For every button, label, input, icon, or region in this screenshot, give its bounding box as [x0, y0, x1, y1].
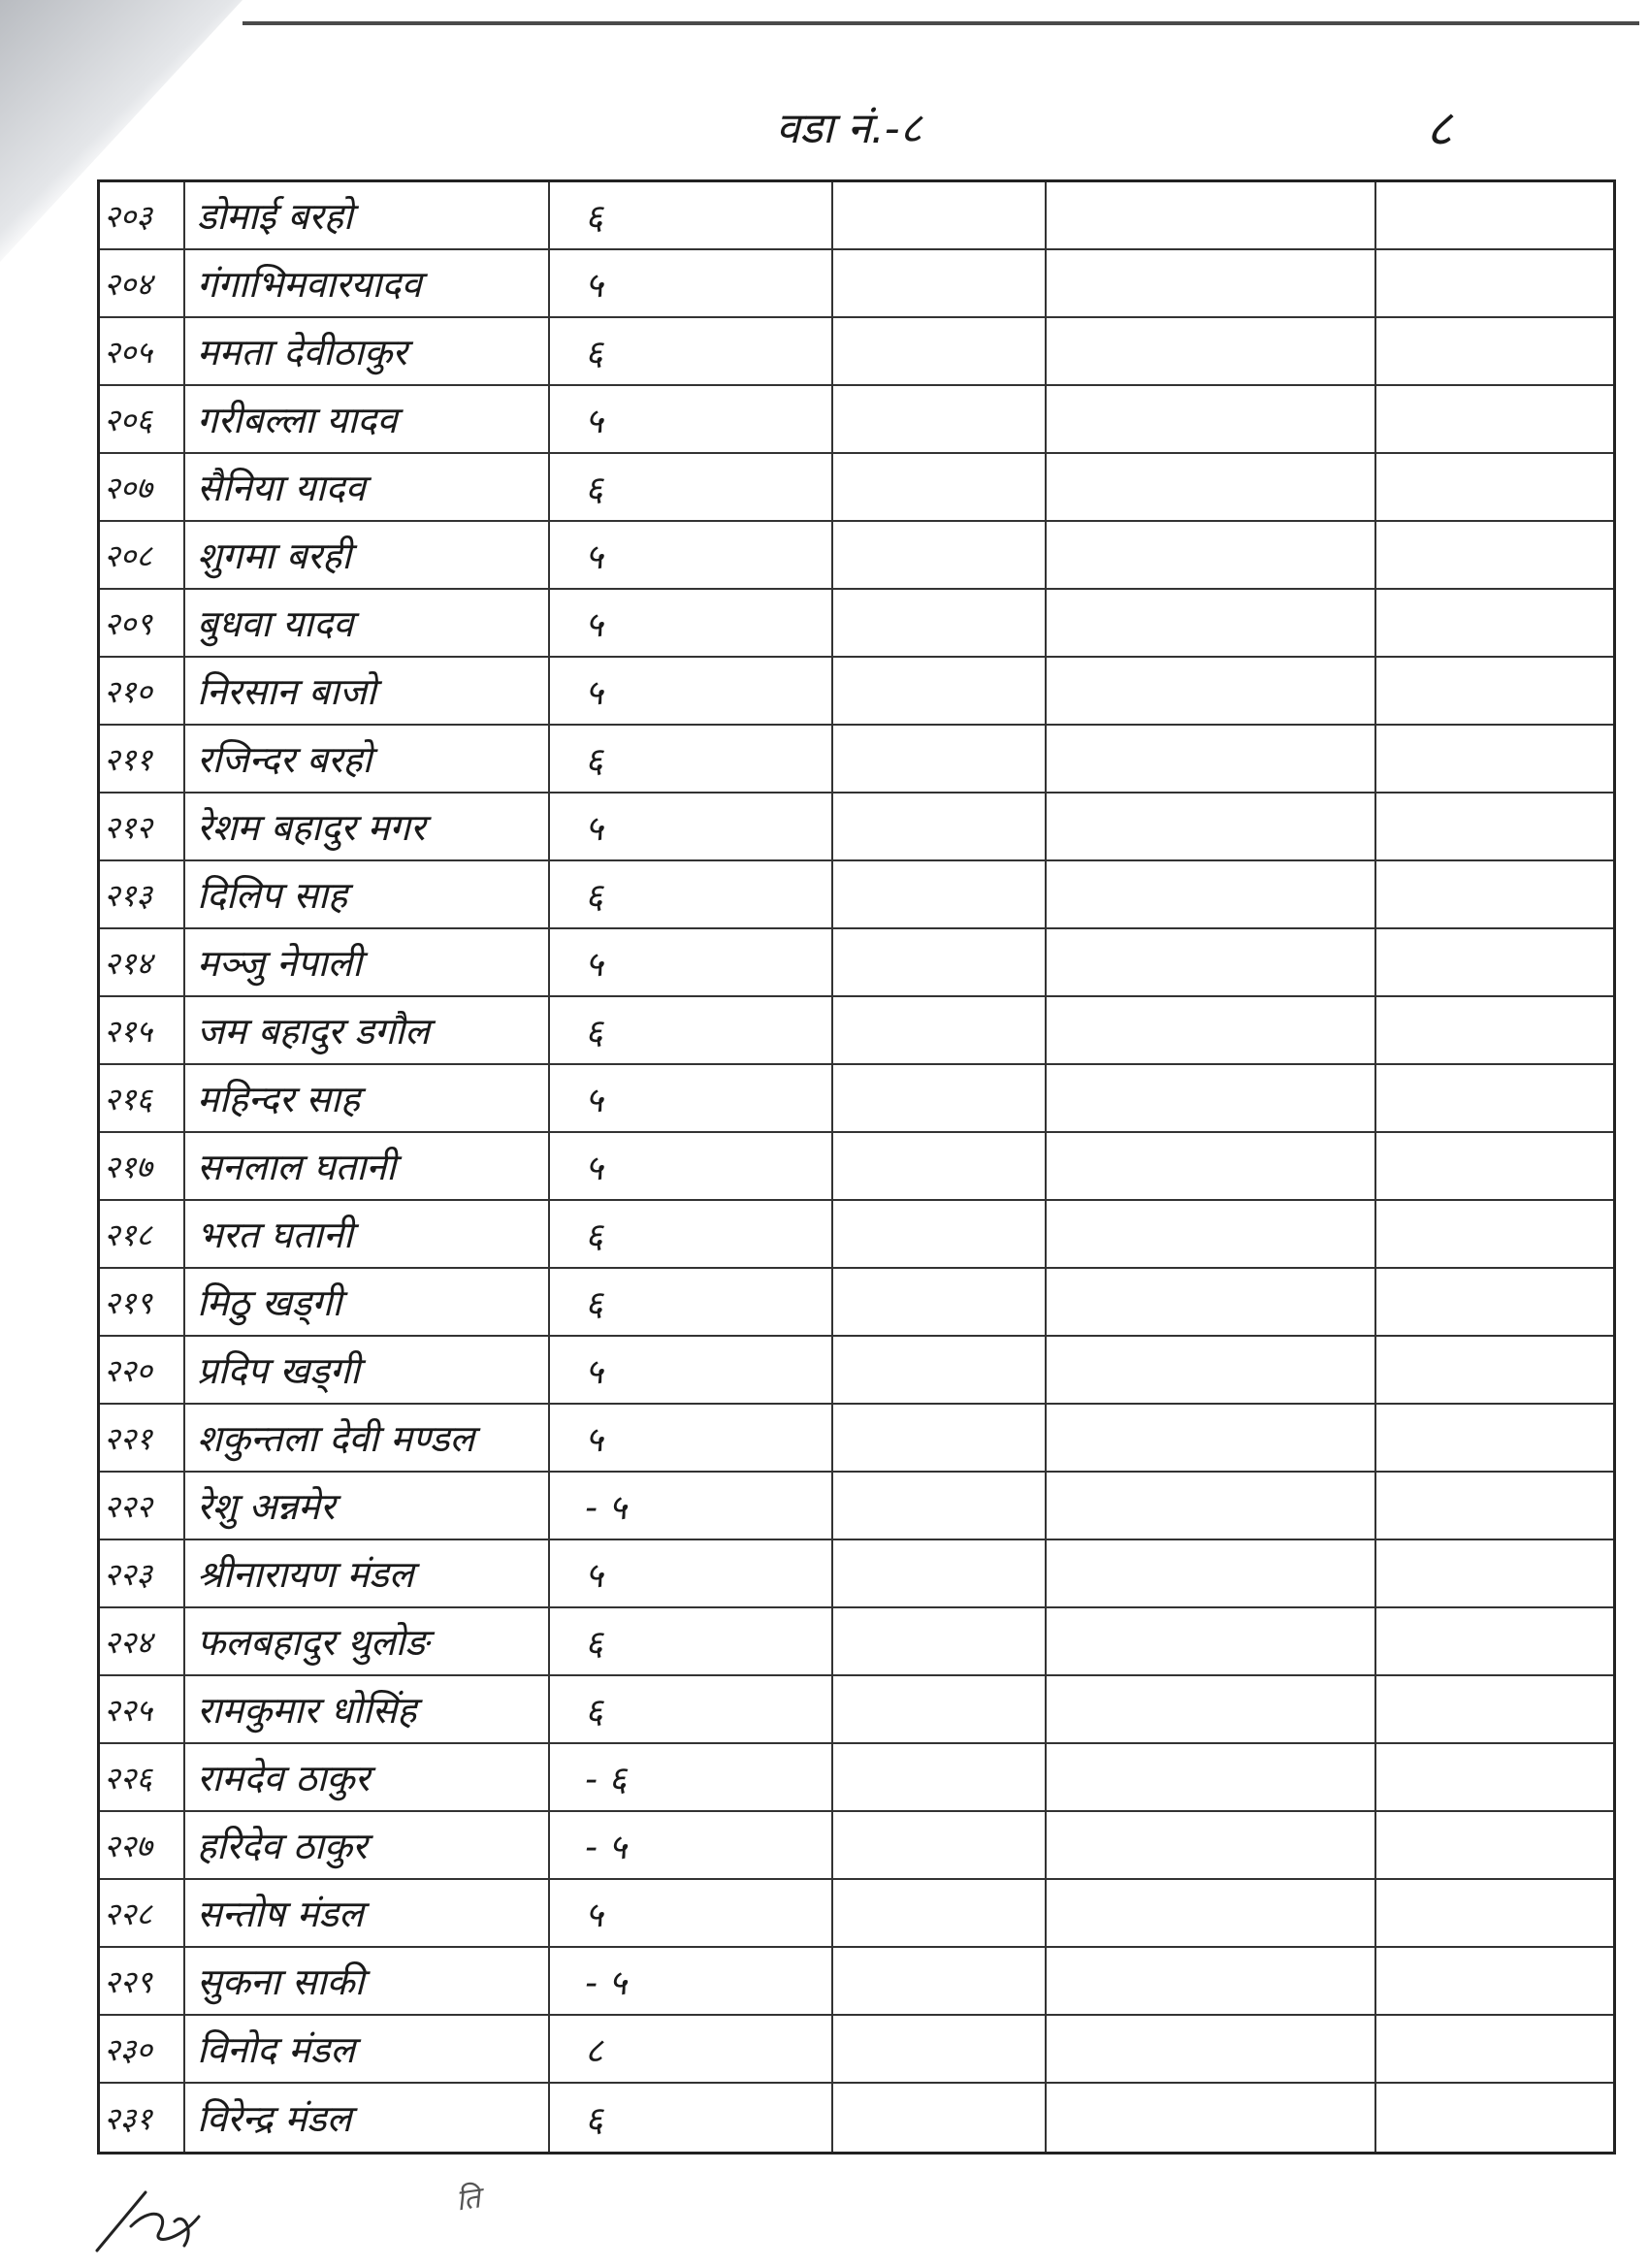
mark-cell: ६ — [550, 2084, 833, 2152]
empty-cell — [833, 1608, 1047, 1674]
serial-number-cell: २०३ — [100, 182, 185, 248]
serial-number-cell: २०९ — [100, 590, 185, 656]
empty-cell — [1047, 929, 1376, 995]
ward-number-heading: वडा नं.-८ — [776, 104, 922, 153]
name-cell: जम बहादुर डगौल — [185, 997, 550, 1063]
mark-cell: ८ — [550, 2016, 833, 2082]
table-row — [100, 1948, 1613, 2016]
empty-cell — [1376, 726, 1613, 792]
empty-cell — [1047, 1880, 1376, 1946]
serial-number-cell: २१८ — [100, 1201, 185, 1267]
mark-cell: - ५ — [550, 1812, 833, 1878]
name-cell: डोमाई बरहो — [185, 182, 550, 248]
margin-scribble: ति — [453, 2181, 483, 2219]
page-number: ८ — [1426, 100, 1453, 158]
empty-cell — [1047, 318, 1376, 384]
mark-cell: ६ — [550, 997, 833, 1063]
empty-cell — [1047, 1948, 1376, 2014]
serial-number-cell: २२६ — [100, 1744, 185, 1810]
empty-cell — [1047, 386, 1376, 452]
mark-cell: ६ — [550, 1676, 833, 1742]
name-cell: रामकुमार धोसिंह — [185, 1676, 550, 1742]
table-row — [100, 794, 1613, 861]
serial-number-cell: २३१ — [100, 2084, 185, 2152]
mark-cell: ६ — [550, 1269, 833, 1335]
serial-number-cell: २२० — [100, 1337, 185, 1403]
name-cell: बुधवा यादव — [185, 590, 550, 656]
empty-cell — [1047, 861, 1376, 927]
empty-cell — [1047, 1540, 1376, 1606]
empty-cell — [1047, 997, 1376, 1063]
table-row — [100, 1676, 1613, 1744]
empty-cell — [833, 1812, 1047, 1878]
empty-cell — [1376, 2016, 1613, 2082]
empty-cell — [833, 1880, 1047, 1946]
serial-number-cell: २३० — [100, 2016, 185, 2082]
table-row — [100, 182, 1613, 250]
mark-cell: ५ — [550, 929, 833, 995]
name-cell: भरत घतानी — [185, 1201, 550, 1267]
serial-number-cell: २२४ — [100, 1608, 185, 1674]
empty-cell — [833, 182, 1047, 248]
empty-cell — [1047, 182, 1376, 248]
name-cell: मिठु खड्गी — [185, 1269, 550, 1335]
table-row — [100, 658, 1613, 726]
serial-number-cell: २०६ — [100, 386, 185, 452]
empty-cell — [1376, 1133, 1613, 1199]
serial-number-cell: २१५ — [100, 997, 185, 1063]
serial-number-cell: २२३ — [100, 1540, 185, 1606]
table-row — [100, 1133, 1613, 1201]
name-cell: फलबहादुर थुलोङ — [185, 1608, 550, 1674]
mark-cell: ५ — [550, 1405, 833, 1471]
mark-cell: ५ — [550, 658, 833, 724]
mark-cell: ५ — [550, 794, 833, 859]
empty-cell — [1047, 1133, 1376, 1199]
mark-cell: - ६ — [550, 1744, 833, 1810]
empty-cell — [1047, 250, 1376, 316]
table-row — [100, 1337, 1613, 1405]
empty-cell — [833, 794, 1047, 859]
empty-cell — [833, 454, 1047, 520]
mark-cell: ६ — [550, 454, 833, 520]
name-cell: निरसान बाजो — [185, 658, 550, 724]
empty-cell — [1376, 1948, 1613, 2014]
empty-cell — [833, 726, 1047, 792]
empty-cell — [1376, 1269, 1613, 1335]
empty-cell — [1376, 1065, 1613, 1131]
serial-number-cell: २१६ — [100, 1065, 185, 1131]
name-cell: ममता देवीठाकुर — [185, 318, 550, 384]
empty-cell — [1376, 522, 1613, 588]
empty-cell — [1047, 1744, 1376, 1810]
empty-cell — [1376, 1201, 1613, 1267]
serial-number-cell: २१३ — [100, 861, 185, 927]
empty-cell — [1047, 1608, 1376, 1674]
empty-cell — [1376, 1540, 1613, 1606]
empty-cell — [1047, 794, 1376, 859]
serial-number-cell: २१७ — [100, 1133, 185, 1199]
serial-number-cell: २२२ — [100, 1473, 185, 1539]
empty-cell — [1376, 1812, 1613, 1878]
mark-cell: ५ — [550, 1540, 833, 1606]
empty-cell — [1047, 658, 1376, 724]
empty-cell — [1376, 386, 1613, 452]
empty-cell — [833, 250, 1047, 316]
empty-cell — [1047, 1065, 1376, 1131]
mark-cell: ५ — [550, 522, 833, 588]
empty-cell — [833, 2084, 1047, 2152]
empty-cell — [1376, 794, 1613, 859]
name-cell: गरीबल्ला यादव — [185, 386, 550, 452]
empty-cell — [1047, 1201, 1376, 1267]
empty-cell — [1047, 1405, 1376, 1471]
empty-cell — [833, 522, 1047, 588]
mark-cell: - ५ — [550, 1948, 833, 2014]
name-cell: रजिन्दर बरहो — [185, 726, 550, 792]
table-row — [100, 386, 1613, 454]
mark-cell: ६ — [550, 318, 833, 384]
empty-cell — [833, 1269, 1047, 1335]
mark-cell: ६ — [550, 182, 833, 248]
empty-cell — [833, 929, 1047, 995]
empty-cell — [1047, 726, 1376, 792]
table-row — [100, 250, 1613, 318]
name-cell: रामदेव ठाकुर — [185, 1744, 550, 1810]
name-cell: दिलिप साह — [185, 861, 550, 927]
empty-cell — [1047, 590, 1376, 656]
empty-cell — [1047, 1337, 1376, 1403]
table-row — [100, 1608, 1613, 1676]
empty-cell — [1047, 1269, 1376, 1335]
name-cell: शुगमा बरही — [185, 522, 550, 588]
empty-cell — [833, 590, 1047, 656]
empty-cell — [833, 1948, 1047, 2014]
name-cell: मञ्जु नेपाली — [185, 929, 550, 995]
serial-number-cell: २०४ — [100, 250, 185, 316]
empty-cell — [1376, 861, 1613, 927]
table-row — [100, 590, 1613, 658]
table-row — [100, 2016, 1613, 2084]
serial-number-cell: २१२ — [100, 794, 185, 859]
table-row — [100, 726, 1613, 794]
mark-cell: ५ — [550, 250, 833, 316]
name-cell: रेशम बहादुर मगर — [185, 794, 550, 859]
empty-cell — [1376, 454, 1613, 520]
mark-cell: ५ — [550, 590, 833, 656]
empty-cell — [833, 386, 1047, 452]
mark-cell: - ५ — [550, 1473, 833, 1539]
serial-number-cell: २२८ — [100, 1880, 185, 1946]
serial-number-cell: २०८ — [100, 522, 185, 588]
empty-cell — [1376, 250, 1613, 316]
empty-cell — [1376, 1337, 1613, 1403]
empty-cell — [1376, 997, 1613, 1063]
table-row — [100, 1405, 1613, 1473]
empty-cell — [1376, 929, 1613, 995]
mark-cell: ५ — [550, 386, 833, 452]
empty-cell — [833, 1744, 1047, 1810]
empty-cell — [833, 658, 1047, 724]
empty-cell — [1376, 1473, 1613, 1539]
name-cell: सुकना साकी — [185, 1948, 550, 2014]
empty-cell — [1376, 1744, 1613, 1810]
register-table — [97, 179, 1616, 2155]
name-cell: प्रदिप खड्गी — [185, 1337, 550, 1403]
table-row — [100, 1201, 1613, 1269]
empty-cell — [833, 318, 1047, 384]
empty-cell — [1047, 522, 1376, 588]
empty-cell — [833, 1405, 1047, 1471]
empty-cell — [1047, 2016, 1376, 2082]
signature — [92, 2183, 218, 2255]
empty-cell — [833, 1473, 1047, 1539]
name-cell: हरिदेव ठाकुर — [185, 1812, 550, 1878]
name-cell: सनलाल घतानी — [185, 1133, 550, 1199]
serial-number-cell: २१९ — [100, 1269, 185, 1335]
empty-cell — [833, 2016, 1047, 2082]
table-row — [100, 454, 1613, 522]
table-row — [100, 318, 1613, 386]
empty-cell — [1376, 590, 1613, 656]
empty-cell — [1047, 1473, 1376, 1539]
name-cell: शकुन्तला देवी मण्डल — [185, 1405, 550, 1471]
mark-cell: ५ — [550, 1880, 833, 1946]
mark-cell: ५ — [550, 1337, 833, 1403]
table-row — [100, 1473, 1613, 1540]
name-cell: सैनिया यादव — [185, 454, 550, 520]
mark-cell: ५ — [550, 1065, 833, 1131]
table-row — [100, 861, 1613, 929]
empty-cell — [833, 997, 1047, 1063]
table-row — [100, 2084, 1613, 2152]
table-row — [100, 1540, 1613, 1608]
serial-number-cell: २२५ — [100, 1676, 185, 1742]
table-row — [100, 929, 1613, 997]
empty-cell — [1376, 1880, 1613, 1946]
mark-cell: ६ — [550, 1201, 833, 1267]
name-cell: विरेन्द्र मंडल — [185, 2084, 550, 2152]
name-cell: गंगाभिमवारयादव — [185, 250, 550, 316]
empty-cell — [1376, 2084, 1613, 2152]
name-cell: महिन्दर साह — [185, 1065, 550, 1131]
name-cell: रेशु अन्नमेर — [185, 1473, 550, 1539]
serial-number-cell: २०७ — [100, 454, 185, 520]
mark-cell: ६ — [550, 861, 833, 927]
empty-cell — [1047, 2084, 1376, 2152]
name-cell: श्रीनारायण मंडल — [185, 1540, 550, 1606]
empty-cell — [833, 1201, 1047, 1267]
mark-cell: ६ — [550, 1608, 833, 1674]
table-row — [100, 522, 1613, 590]
empty-cell — [1376, 1405, 1613, 1471]
name-cell: सन्तोष मंडल — [185, 1880, 550, 1946]
mark-cell: ५ — [550, 1133, 833, 1199]
empty-cell — [833, 1133, 1047, 1199]
empty-cell — [833, 861, 1047, 927]
page-top-edge — [242, 21, 1639, 25]
serial-number-cell: २११ — [100, 726, 185, 792]
empty-cell — [1376, 182, 1613, 248]
empty-cell — [1047, 1676, 1376, 1742]
table-row — [100, 1269, 1613, 1337]
empty-cell — [1376, 318, 1613, 384]
serial-number-cell: २२१ — [100, 1405, 185, 1471]
serial-number-cell: २१४ — [100, 929, 185, 995]
table-row — [100, 1880, 1613, 1948]
serial-number-cell: २१० — [100, 658, 185, 724]
empty-cell — [1376, 1676, 1613, 1742]
serial-number-cell: २२९ — [100, 1948, 185, 2014]
empty-cell — [833, 1676, 1047, 1742]
serial-number-cell: २०५ — [100, 318, 185, 384]
empty-cell — [1376, 658, 1613, 724]
table-row — [100, 1065, 1613, 1133]
empty-cell — [833, 1540, 1047, 1606]
table-row — [100, 1812, 1613, 1880]
empty-cell — [1047, 454, 1376, 520]
empty-cell — [1047, 1812, 1376, 1878]
table-row — [100, 997, 1613, 1065]
empty-cell — [833, 1337, 1047, 1403]
mark-cell: ६ — [550, 726, 833, 792]
table-row — [100, 1744, 1613, 1812]
empty-cell — [1376, 1608, 1613, 1674]
name-cell: विनोद मंडल — [185, 2016, 550, 2082]
empty-cell — [833, 1065, 1047, 1131]
serial-number-cell: २२७ — [100, 1812, 185, 1878]
